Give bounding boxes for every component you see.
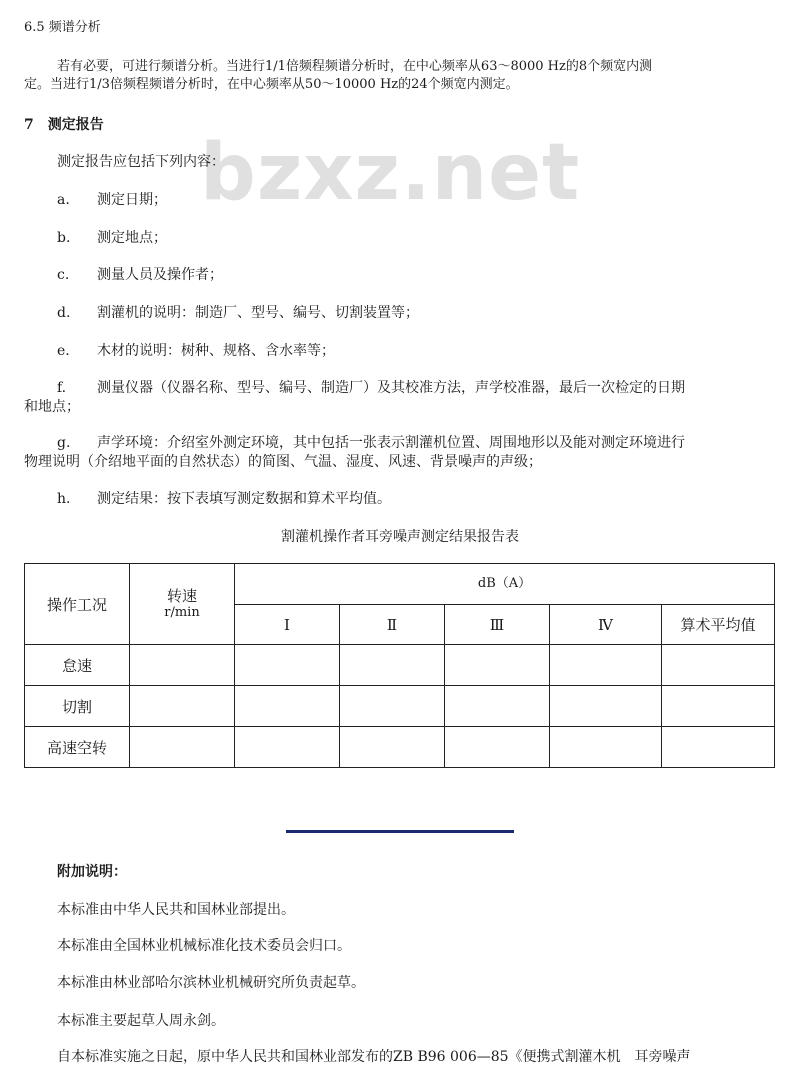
section-7-number: 7 — [24, 117, 34, 133]
table-cell — [130, 686, 235, 727]
list-item-letter: a. — [57, 192, 70, 208]
header-col-1: Ⅰ — [235, 605, 340, 645]
list-item-text: 测定结果：按下表填写测定数据和算术平均值。 — [97, 491, 391, 507]
header-col-4: Ⅳ — [550, 605, 662, 645]
header-col-3: Ⅲ — [445, 605, 550, 645]
table-caption: 割灌机操作者耳旁噪声测定结果报告表 — [281, 529, 519, 545]
table-cell — [550, 727, 662, 768]
table-cell — [235, 686, 340, 727]
table-cell — [340, 686, 445, 727]
appendix-line: 本标准由中华人民共和国林业部提出。 — [57, 902, 295, 918]
section-6-5-para-line1: 若有必要，可进行频谱分析。当进行1/1倍频程频谱分析时，在中心频率从63～8000 Hz的8个频宽内测 — [57, 59, 653, 74]
watermark: bzxz.net — [200, 128, 581, 218]
section-6-5-para-line2: 定。当进行1/3倍频程频谱分析时，在中心频率从50～10000 Hz的24个频宽内测定。 — [24, 77, 519, 92]
list-item — [57, 189, 167, 209]
header-col-average: 算术平均值 — [662, 605, 775, 645]
table-cell — [662, 645, 775, 686]
list-item-continuation: 和地点； — [24, 399, 80, 415]
section-6-5-heading: 6.5 频谱分析 — [24, 20, 101, 35]
table-cell — [445, 727, 550, 768]
table-cell — [662, 727, 775, 768]
table-cell — [340, 645, 445, 686]
table-cell — [235, 645, 340, 686]
table-row — [25, 686, 775, 727]
list-item-text: 木材的说明：树种、规格、含水率等； — [97, 343, 335, 359]
appendix-title: 附加说明： — [57, 864, 127, 880]
table-cell — [550, 686, 662, 727]
list-item-letter: h. — [57, 491, 71, 507]
header-speed-unit: r/min — [164, 605, 200, 620]
row-label: 切割 — [25, 686, 130, 727]
list-item — [57, 302, 419, 322]
list-item-text: 测量人员及操作者； — [97, 267, 223, 283]
table-cell — [235, 727, 340, 768]
list-item — [57, 264, 223, 284]
header-speed — [130, 564, 235, 645]
table-cell — [662, 686, 775, 727]
table-cell — [445, 645, 550, 686]
table-row — [25, 727, 775, 768]
report-table — [24, 563, 775, 768]
list-item — [57, 488, 391, 508]
table-cell — [130, 727, 235, 768]
table-cell — [550, 645, 662, 686]
list-item — [57, 377, 685, 397]
table-row — [25, 645, 775, 686]
table-cell — [340, 727, 445, 768]
section-7-intro: 测定报告应包括下列内容： — [57, 154, 225, 170]
list-item-letter: c. — [57, 267, 70, 283]
list-item-text: 测量仪器（仪器名称、型号、编号、制造厂）及其校准方法，声学校准器，最后一次检定的日期 — [97, 380, 685, 396]
list-item-text: 割灌机的说明：制造厂、型号、编号、切割装置等； — [97, 305, 419, 321]
row-label: 高速空转 — [25, 727, 130, 768]
appendix-line: 自本标准实施之日起，原中华人民共和国林业部发布的ZB B96 006—85《便携式割灌木机 耳旁噪声 — [57, 1049, 691, 1065]
section-7-title: 测定报告 — [47, 117, 104, 133]
list-item-letter: d. — [57, 305, 71, 321]
header-condition: 操作工况 — [25, 564, 130, 645]
list-item — [57, 340, 335, 360]
appendix-line: 本标准主要起草人周永剑。 — [57, 1013, 225, 1029]
list-item-text: 测定地点； — [97, 230, 167, 246]
list-item-text: 测定日期； — [97, 192, 167, 208]
list-item-letter: g. — [57, 435, 71, 451]
appendix-line: 本标准由林业部哈尔滨林业机械研究所负责起草。 — [57, 975, 365, 991]
section-7-heading — [24, 114, 104, 134]
list-item-text: 声学环境：介绍室外测定环境，其中包括一张表示割灌机位置、周围地形以及能对测定环境进行 — [97, 435, 685, 451]
appendix-line: 本标准由全国林业机械标准化技术委员会归口。 — [57, 938, 351, 954]
header-db: dB（A） — [235, 564, 775, 605]
list-item — [57, 432, 685, 452]
header-col-2: Ⅱ — [340, 605, 445, 645]
row-label: 怠速 — [25, 645, 130, 686]
header-speed-label: 转速 — [166, 587, 197, 605]
list-item-letter: b. — [57, 230, 71, 246]
list-item-continuation: 物理说明（介绍地平面的自然状态）的简图、气温、湿度、风速、背景噪声的声级； — [24, 454, 542, 470]
list-item-letter: f. — [57, 380, 67, 396]
list-item — [57, 227, 167, 247]
table-cell — [130, 645, 235, 686]
list-item-letter: e. — [57, 343, 70, 359]
section-divider — [286, 830, 514, 833]
table-cell — [445, 686, 550, 727]
